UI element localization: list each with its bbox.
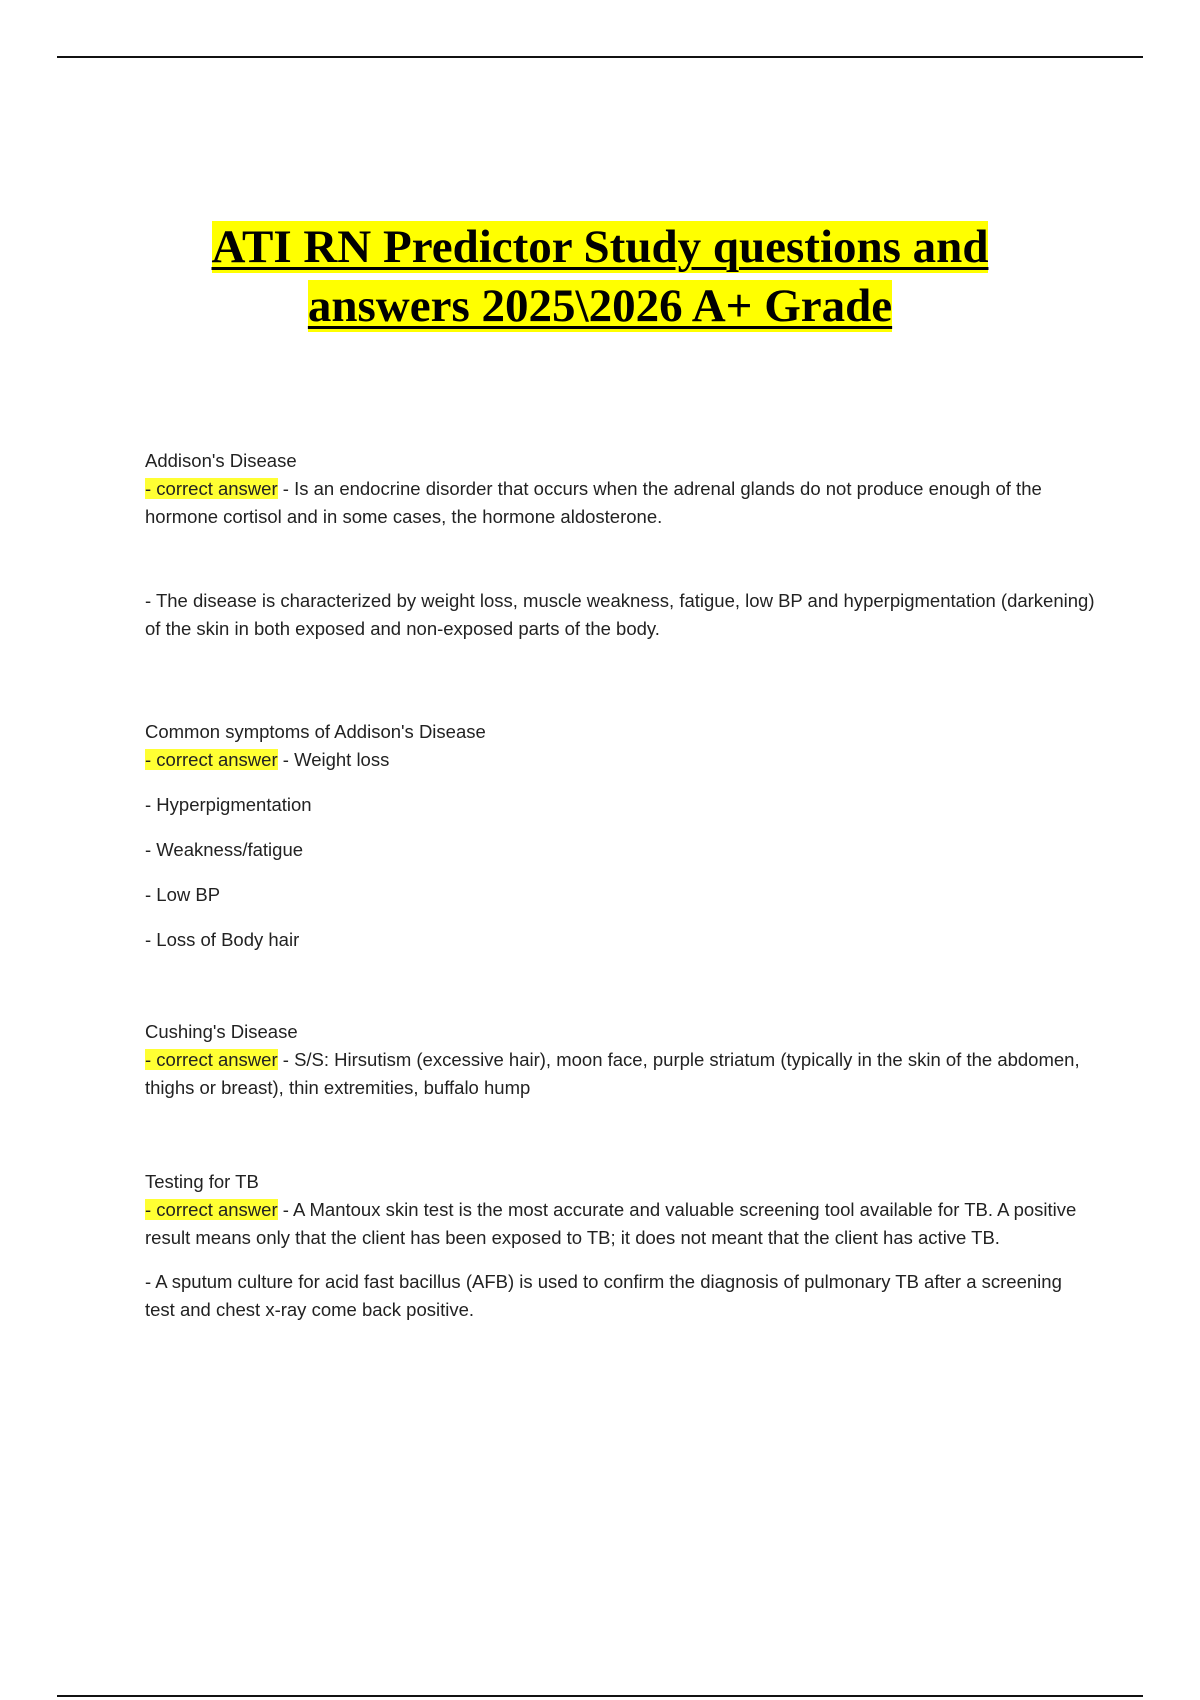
list-item: - Loss of Body hair <box>145 929 300 950</box>
correct-answer-marker: - correct answer <box>145 1199 278 1220</box>
answer-text: - Is an endocrine disorder that occurs when the adrenal glands do not produce enough of the hormone cortisol and in some cases, the hormone aldosterone. <box>145 478 1042 527</box>
qa-item-addisons-symptoms <box>145 718 1095 954</box>
correct-answer-marker: - correct answer <box>145 1049 278 1070</box>
correct-answer-marker: - correct answer <box>145 749 278 770</box>
answer-text: - S/S: Hirsutism (excessive hair), moon face, purple striatum (typically in the skin of the abdomen, thighs or breast), thin extremities, buffalo hump <box>145 1049 1080 1098</box>
question: Common symptoms of Addison's Disease <box>145 721 486 742</box>
document-title <box>0 218 1200 336</box>
answer <box>145 1046 1095 1102</box>
answer-extra: - The disease is characterized by weight loss, muscle weakness, fatigue, low BP and hyperpigmentation (darkening) of the skin in both exposed and non-exposed parts of the body. <box>145 590 1095 639</box>
answer <box>145 746 1095 774</box>
answer <box>145 1196 1095 1252</box>
qa-item-addisons <box>145 447 1095 643</box>
bottom-rule <box>57 1695 1143 1697</box>
answer-text: - A Mantoux skin test is the most accurate and valuable screening tool available for TB. A positive result means only that the client has been exposed to TB; it does not meant that the client has active TB. <box>145 1199 1077 1248</box>
list-item: - Weakness/fatigue <box>145 839 304 860</box>
answer <box>145 475 1095 531</box>
question: Cushing's Disease <box>145 1021 298 1042</box>
qa-item-tb-testing <box>145 1168 1095 1324</box>
answer-extra: - A sputum culture for acid fast bacillus (AFB) is used to confirm the diagnosis of pulmonary TB after a screening test and chest x-ray come back positive. <box>145 1271 1062 1320</box>
title-line-2: answers 2025\2026 A+ Grade <box>307 280 893 332</box>
question: Testing for TB <box>145 1171 259 1192</box>
correct-answer-marker: - correct answer <box>145 478 278 499</box>
question: Addison's Disease <box>145 450 297 471</box>
top-rule <box>57 56 1143 58</box>
title-line-1: ATI RN Predictor Study questions and <box>211 221 989 273</box>
list-item: - Low BP <box>145 884 221 905</box>
list-item: - Hyperpigmentation <box>145 794 312 815</box>
answer-text: - Weight loss <box>277 749 390 770</box>
qa-item-cushings <box>145 1018 1095 1102</box>
